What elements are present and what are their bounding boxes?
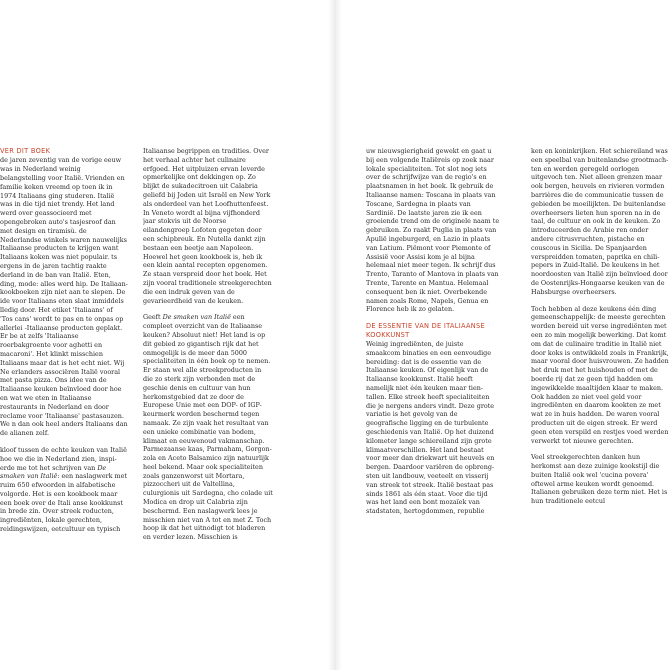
paragraph-text: kloof tussen de echte keuken van Italië hoe we die in Nederland zien, inspi erde me tot het schrijven van — [0, 445, 127, 472]
paragraph: Weinig ingrediënten, de juiste smaakcom binaties en een eenvoudige bereiding: dat is de essentie van de Italiaanse keuken. Of eigenlijk van de Italiaanse kookkunst. Italië heeft namelijk niet één keuken maar tien tallen. Elke streek heeft specialiteiten die je nergens anders vindt. Deze grote variatie is het gevolg van de geografische ligging en de turbulente geschiedenis van Italië. Op het duizend kilometer lange schiereiland zijn grote klimaatverschillen. Het land bestaat voor meer dan driekwart uit heuvels en bergen. Daardoor variëren de opbreng sten uit landbouw, veeteelt en visserij van streek tot streek. Italië bestaat pas sinds 1861 als één staat. Voor die tijd was het land een bont mozaïek van stadstaten, hertogdommen, republie — [366, 339, 495, 516]
column-1 — [0, 147, 128, 534]
paragraph: ken en koninkrijken. Het schiereiland was een speelbal van buitenlandse grootmach ten en werden geregeld oorlogen uitgevoch ten. Niet alleen grenzen maar ook bergen, heuvels en rivieren vormden barrières die de communicatie tussen de gebieden be moeilijkten. De buitenlandse overheersers lieten hun sporen na in de taal, de cultuur en ook in de keuken. Zo introduceerden de Arabie ren onder andere citrusvruchten, pistache en couscous in Sicilia. De Spanjaarden verspreidden tomaten, paprika en chili pepers in Zuid-Italië. De keukens in het noordoosten van Italië zijn beïnvloed door de Oostenrijks-Hongaarse keuken van de Habsburgse overheersers. — [531, 147, 669, 296]
paragraph-text: : een naslagwerk met ruim 650 efwoorden in alfabetische volgorde. Het is een kookboek maar een boek over de Itali anse kookkunst in brede zin. Over streek roducten, ingrediënten, lokale gerechten, reidingswijzen, eetcultuur en typisch — [0, 472, 127, 534]
paragraph-text: Geeft — [143, 313, 163, 322]
paragraph — [0, 446, 128, 534]
paragraph: de jaren zeventig van de vorige eeuw was in Nederland weinig belangstelling voor Italië. Vrienden en familie keken vreemd op toen ik in 1974 Italiaans ging studeren. Italië was in die tijd niet trendy. Het land werd over geassocieerd met opengebroken auto's tasjesroof dan met design en tiramisù. de Nederlandse winkels waren nauwelijks Italiaanse producten te krijgen want Italiaans koken was niet populair. ts ergens in de jaren tachtig raakte derland in de ban van Italië. Eten, ding, mode: alles werd hip. De Italiaan kookboeken zijn niet aan te slepen. De ide voor Italiaans eten slaat inmiddels lledig door. Het etiket 'Italiaans' of 'Tos cans' wordt te pas en te onpas op allerlei -Italiaanse producten geplakt. Er be at zelfs 'Italiaanse roerbakgroente voor aghetti en macaroni'. Het klinkt misschien Italiaans maar dat is het echt niet. Wij Ne erlanders associëren Italië vooral met pasta pizza. Ons idee van de Italiaanse keuken beïnvloed door hoe en wat we eten in Italiaanse restaurants in Nederland en door reclame voor 'Italiaanse' pastasauzen. We n dan ook heel anders Italiaans dan de alianen zelf. — [0, 156, 128, 438]
column-3 — [366, 147, 500, 516]
book-gutter — [328, 0, 342, 670]
book-title-emphasis: De smaken van Italië — [0, 463, 107, 481]
paragraph — [143, 313, 273, 542]
column-2 — [143, 147, 273, 542]
section-heading-essentie: DE ESSENTIE VAN DE ITALIAANSE KOOKKUNST — [366, 322, 485, 339]
paragraph: Toch hebben al deze keukens één ding gemeenschappelijk: de meeste gerechten worden bereid uit verse ingrediënten met een zo min mogelijk bewerking. Dat komt om dat de culinaire traditie in Italië niet door koks is ontwikkeld zoals in Frankrijk, maar vooral door huisvrouwen. Ze hadden het druk met het huishouden of met de boerde rij dat ze geen tijd hadden om ingewikkelde maaltijden klaar te maken. Ook hadden ze niet veel geld voor ingrediënten en daarom kookten ze met wat ze in huis hadden. De waren vooral producten uit de eigen streek. Er werd geen eten verspild en restjes voed werden verwerkt tot nieuwe gerechten. — [531, 304, 669, 445]
book-title-emphasis: De smaken van Italië — [162, 313, 231, 322]
paragraph: Veel streekgerechten danken hun herkomst aan deze zuinige kookstijl die buiten Italië ook wel 'cucina povera' oftewel arme keuken wordt genoemd. Italianen gebruiken deze term niet. Het is hun traditionele eetcul — [531, 453, 668, 506]
paragraph-text: een compleet overzicht van de Italiaanse keuken? Absoluut niet! Het land is op dit gebied zo gigantisch rijk dat het onmogelijk is de meer dan 5000 specialiteiten in één boek op te nemen. Er staan wel alle streekproducten in die zo sterk zijn verbonden met de geschie denis en cultuur van hun herkomstgebied dat ze door de Europese Unie met een DOP- of IGP-keurmerk worden beschermd tegen namaak. Ze zijn vaak het resultaat van een unieke combinatie van bodem, klimaat en eeuwenoud vakmanschap. Parmezaanse kaas, Parmaham, Gorgon zola en Aceto Balsamico zijn natuurlijk heel bekend. Maar ook specialiteiten zoals ganzenworst uit Mortara, pizzoccheri uit de Valtellina, culurgionis uit Sardegna, cho colade uit Modica en drop uit Calabria zijn beschermd. Een naslagwerk lees je misschien niet van A tot en met Z. Toch hoop ik dat het uitnodigt tot bladeren en verder lezen. Misschien is — [143, 313, 273, 542]
paragraph: uw nieuwsgierigheid gewekt en gaat u bij een volgende Italiëreis op zoek naar lokale specialiteiten. Tot slot nog iets over de schrijfwijze van de regio's en plaatsnamen in het boek. Ik gebruik de Italiaanse namen: Toscana in plaats van Toscane, Sardegna in plaats van Sardinië. De laatste jaren zie ik een groeiende trend om de originele naam te gebruiken. Zo raakt Puglia in plaats van Apulië ingeburgerd, en Lazio in plaats van Latium. Piëmont voor Piemonte of Assisië voor Assisi kom je al bijna helemaal niet meer tegen. Ik schrijf dus Trento, Taranto of Mantova in plaats van Trente, Tarente en Mantua. Helemaal consequent ben ik niet. Overbekende namen zoals Rome, Napels, Genua en Florence heb ik zo gelaten. — [366, 147, 500, 314]
paragraph: Italiaanse begrippen en tradities. Over het verhaal achter het culinaire erfgoed. Het uitpluizen ervan leverde opmerkelijke ont dekkingen op. Zo blijkt de sukadecitroen uit Calabria geliefd bij Joden uit Israël en New York als onderdeel van het Loofhuttenfeest. In Veneto wordt al bijna vijfhonderd jaar stokvis uit de Noorse eilandengroep Lofoten gegeten door een schipbreuk. En Nutella dankt zijn bestaan een beetje aan Napoleon. Hoewel het geen kookboek is, heb ik een klein aantal recepten opgenomen. Ze staan verspreid door het boek. Het zijn vooral traditionele streekgerechten die een indruk geven van de gevarieerdheid van de keuken. — [143, 147, 272, 305]
column-4 — [531, 147, 670, 506]
section-heading-over-dit-boek: VER DIT BOEK — [0, 147, 51, 155]
